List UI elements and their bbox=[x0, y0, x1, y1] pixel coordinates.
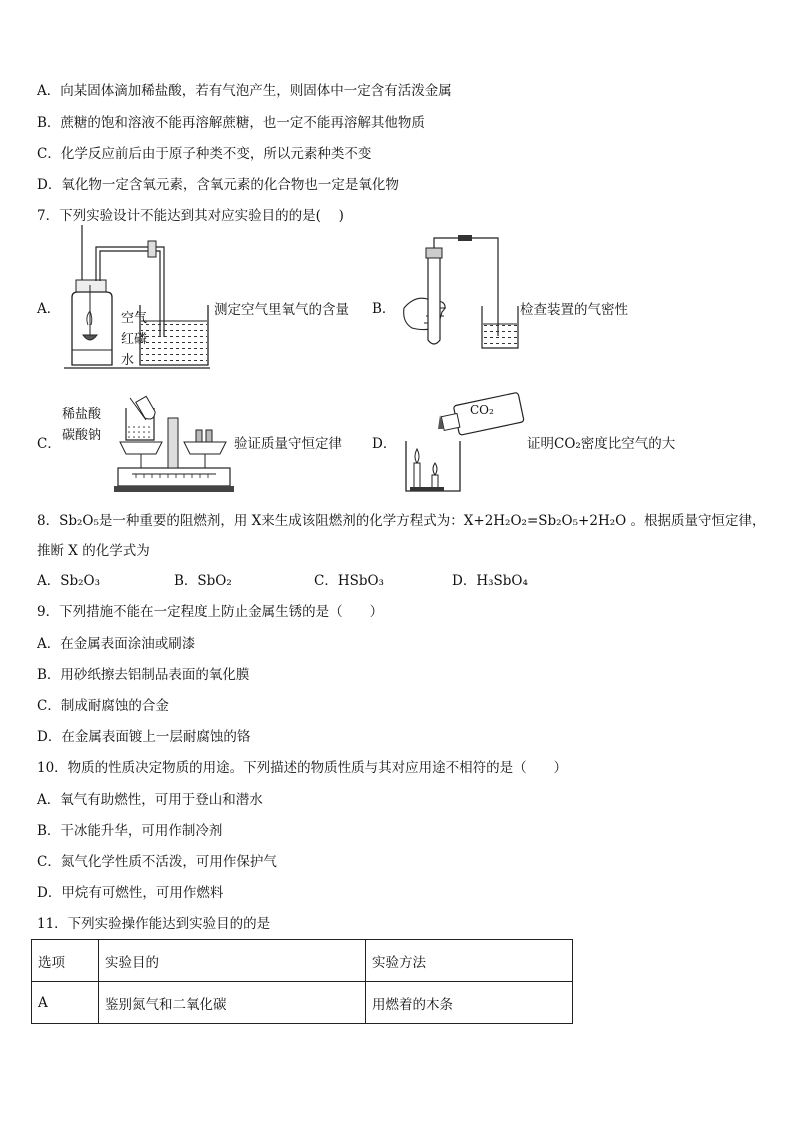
q10-option-b: B．干冰能升华，可用作制冷剂 bbox=[37, 823, 223, 839]
table-header-row bbox=[32, 940, 573, 982]
header-purpose: 实验目的 bbox=[99, 940, 366, 982]
q7-a-apparatus bbox=[60, 225, 210, 371]
q7-d-apparatus bbox=[398, 385, 528, 495]
q10-stem: 10．物质的性质决定物质的用途。下列描述的物质性质与其对应用途不相符的是（ ） bbox=[37, 760, 568, 776]
q9-option-c: C．制成耐腐蚀的合金 bbox=[37, 698, 169, 714]
q10-option-a: A．氧气有助燃性，可用于登山和潜水 bbox=[37, 792, 263, 808]
cell-option: A bbox=[32, 982, 99, 1024]
q9-option-b: B．用砂纸擦去铝制品表面的氧化膜 bbox=[37, 667, 250, 683]
q6-option-c: C．化学反应前后由于原子种类不变，所以元素种类不变 bbox=[37, 146, 372, 162]
q7-b-apparatus bbox=[398, 232, 523, 352]
q10-option-d: D．甲烷有可燃性，可用作燃料 bbox=[37, 885, 224, 901]
q6-option-a: A．向某固体滴加稀盐酸，若有气泡产生，则固体中一定含有活泼金属 bbox=[37, 83, 452, 99]
q8-option-a: A．Sb₂O₃ bbox=[37, 573, 101, 589]
cell-purpose: 鉴别氮气和二氧化碳 bbox=[99, 982, 366, 1024]
q7-c-apparatus bbox=[112, 390, 234, 494]
q9-option-a: A．在金属表面涂油或刷漆 bbox=[37, 636, 196, 652]
q7-a-label: A． bbox=[37, 301, 61, 317]
q6-option-b: B．蔗糖的饱和溶液不能再溶解蔗糖，也一定不能再溶解其他物质 bbox=[37, 115, 425, 131]
q8-option-c: C．HSbO₃ bbox=[314, 573, 384, 589]
cell-method: 用燃着的木条 bbox=[366, 982, 573, 1024]
q9-option-d: D．在金属表面镀上一层耐腐蚀的铬 bbox=[37, 729, 251, 745]
q7-a-caption: 测定空气里氧气的含量 bbox=[214, 302, 349, 318]
q7-c-tag-na2co3: 碳酸钠 bbox=[62, 428, 102, 443]
q7-stem: 7．下列实验设计不能达到其对应实验目的的是( ) bbox=[37, 208, 344, 224]
q7-c-caption: 验证质量守恒定律 bbox=[234, 436, 342, 452]
q9-stem: 9．下列措施不能在一定程度上防止金属生锈的是（ ） bbox=[37, 604, 384, 620]
q7-a-tag-water: 水 bbox=[121, 353, 135, 368]
q11-table bbox=[31, 939, 573, 1024]
q7-d-bottle-label: CO₂ bbox=[470, 403, 494, 417]
table-row bbox=[32, 982, 573, 1024]
q8-stem-line2: 推断 X 的化学式为 bbox=[37, 543, 150, 559]
q8-option-b: B．SbO₂ bbox=[174, 573, 232, 589]
q7-c-tag-hcl: 稀盐酸 bbox=[62, 407, 102, 422]
q7-c-label: C． bbox=[37, 436, 61, 452]
q7-b-caption: 检查装置的气密性 bbox=[520, 302, 628, 318]
q7-d-caption: 证明CO₂密度比空气的大 bbox=[527, 436, 676, 452]
q7-d-label: D． bbox=[372, 436, 397, 452]
q10-option-c: C．氮气化学性质不活泼，可用作保护气 bbox=[37, 854, 277, 870]
header-method: 实验方法 bbox=[366, 940, 573, 982]
q7-a-tag-phosphorus: 红磷 bbox=[121, 332, 148, 347]
q8-option-d: D．H₃SbO₄ bbox=[452, 573, 528, 589]
q11-stem: 11．下列实验操作能达到实验目的的是 bbox=[37, 916, 271, 932]
header-option: 选项 bbox=[32, 940, 99, 982]
q7-b-label: B． bbox=[372, 301, 396, 317]
q6-option-d: D．氧化物一定含氧元素，含氧元素的化合物也一定是氧化物 bbox=[37, 177, 399, 193]
q7-a-tag-air: 空气 bbox=[121, 311, 148, 326]
q8-stem-line1: 8．Sb₂O₅是一种重要的阻燃剂，用 X来生成该阻燃剂的化学方程式为：X+2H₂O₂=Sb₂O₅+2H₂O 。根据质量守恒定律， bbox=[37, 513, 766, 529]
